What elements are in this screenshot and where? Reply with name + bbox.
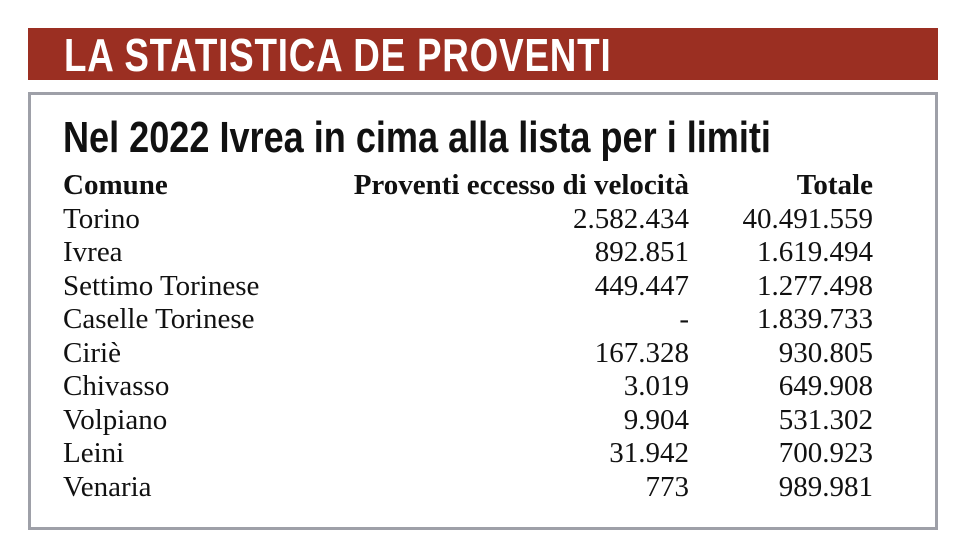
cell-proventi: 167.328: [594, 337, 689, 369]
cell-proventi: 2.582.434: [573, 203, 689, 235]
cell-totale: 930.805: [778, 337, 873, 369]
table-row: [31, 203, 935, 236]
header-comune: Comune: [63, 169, 168, 201]
table-row: [31, 270, 935, 303]
cell-comune: Venaria: [63, 471, 152, 503]
cell-totale: 700.923: [778, 437, 873, 469]
headline: Nel 2022 Ivrea in cima alla lista per i limiti: [63, 113, 771, 162]
cell-proventi: 31.942: [609, 437, 689, 469]
title-banner: [28, 28, 938, 80]
cell-comune: Torino: [63, 203, 140, 235]
cell-proventi: 773: [645, 471, 689, 503]
banner-title: LA STATISTICA DE PROVENTI: [64, 29, 612, 81]
cell-totale: 531.302: [778, 404, 873, 436]
table-row: [31, 370, 935, 403]
table-header: [31, 169, 935, 202]
cell-comune: Caselle Torinese: [63, 303, 255, 335]
header-totale: Totale: [796, 169, 873, 201]
header-proventi: Proventi eccesso di velocità: [353, 169, 689, 201]
cell-totale: 1.619.494: [757, 236, 873, 268]
cell-proventi: 3.019: [623, 370, 689, 402]
cell-totale: 649.908: [778, 370, 873, 402]
statistics-box: [28, 92, 938, 530]
table-row: [31, 471, 935, 504]
cell-totale: 1.839.733: [757, 303, 873, 335]
cell-proventi: 449.447: [594, 270, 689, 302]
table-row: [31, 236, 935, 269]
cell-comune: Ivrea: [63, 236, 123, 268]
cell-comune: Leini: [63, 437, 125, 469]
cell-proventi: 892.851: [594, 236, 689, 268]
cell-comune: Chivasso: [63, 370, 170, 402]
cell-comune: Volpiano: [63, 404, 168, 436]
table-row: [31, 303, 935, 336]
cell-comune: Settimo Torinese: [63, 270, 260, 302]
cell-proventi: 9.904: [623, 404, 689, 436]
cell-proventi: -: [679, 303, 689, 335]
table-row: [31, 437, 935, 470]
table-row: [31, 337, 935, 370]
cell-totale: 1.277.498: [757, 270, 873, 302]
cell-totale: 989.981: [778, 471, 873, 503]
cell-totale: 40.491.559: [742, 203, 873, 235]
table-row: [31, 404, 935, 437]
cell-comune: Ciriè: [63, 337, 121, 369]
